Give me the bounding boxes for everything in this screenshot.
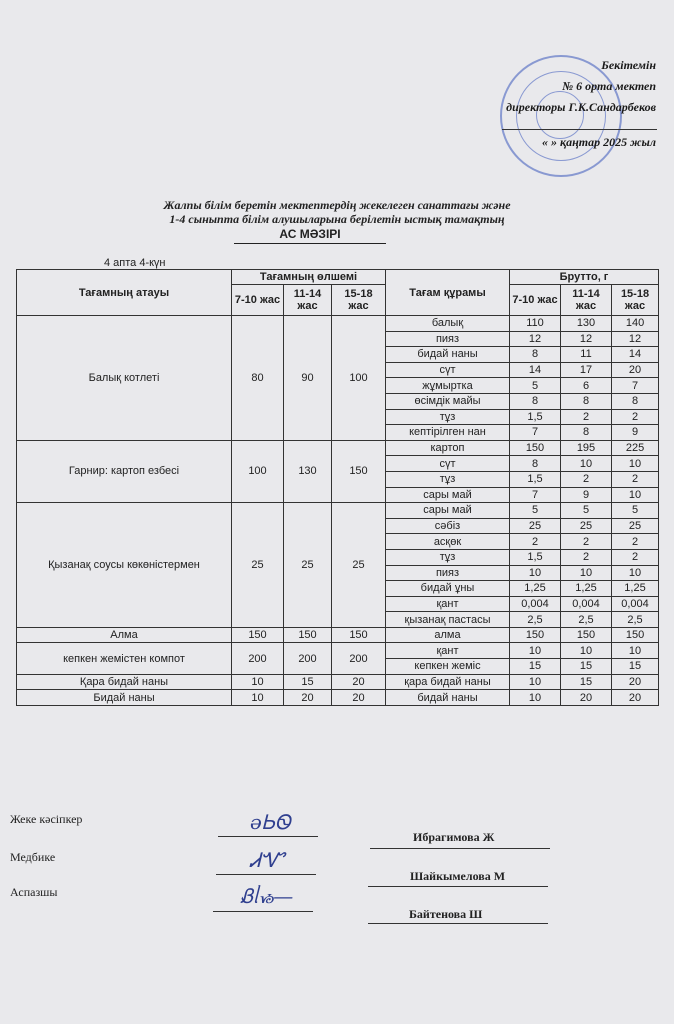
signature-name-cook: Байтенова Ш [409, 907, 483, 921]
ingredient-name-cell: жұмыртка [386, 378, 510, 394]
dish-name-cell: Бидай наны [17, 690, 232, 706]
portion-7-10-cell: 10 [232, 690, 284, 706]
gross-11-14-cell: 2 [561, 471, 612, 487]
ingredient-name-cell: сүт [386, 362, 510, 378]
dish-name-cell: кепкен жемістен компот [17, 643, 232, 674]
ingredient-name-cell: алма [386, 627, 510, 643]
table-row [17, 643, 659, 659]
gross-7-10-cell: 15 [510, 659, 561, 675]
approval-line-1: Бекітемін [601, 58, 656, 72]
table-row [17, 627, 659, 643]
gross-15-18-cell: 20 [612, 690, 659, 706]
gross-11-14-cell: 1,25 [561, 581, 612, 597]
header-portion-age-15-18: 15-18 жас [332, 285, 386, 316]
portion-15-18-cell: 100 [332, 316, 386, 441]
gross-15-18-cell: 2 [612, 409, 659, 425]
gross-11-14-cell: 0,004 [561, 596, 612, 612]
gross-11-14-cell: 195 [561, 440, 612, 456]
signature-line-entrepreneur [218, 836, 318, 837]
gross-7-10-cell: 110 [510, 316, 561, 332]
gross-7-10-cell: 150 [510, 627, 561, 643]
signature-role-cook: Аспазшы [10, 885, 58, 899]
signature-scribble-nurse: ᏗᏉ [250, 848, 285, 872]
signature-role-nurse: Медбике [10, 850, 56, 864]
signature-name-nurse: Шайкымелова М [410, 869, 506, 883]
name-line-entrepreneur [370, 848, 550, 849]
ingredient-name-cell: пияз [386, 331, 510, 347]
header-portion-size: Тағамның өлшемі [232, 270, 386, 285]
gross-11-14-cell: 2 [561, 534, 612, 550]
ingredient-name-cell: тұз [386, 549, 510, 565]
approval-block [456, 55, 656, 153]
signature-role-entrepreneur: Жеке кәсіпкер [10, 812, 83, 826]
table-row [17, 440, 659, 456]
gross-15-18-cell: 15 [612, 659, 659, 675]
gross-15-18-cell: 25 [612, 518, 659, 534]
gross-11-14-cell: 10 [561, 643, 612, 659]
portion-11-14-cell: 20 [284, 690, 332, 706]
gross-11-14-cell: 150 [561, 627, 612, 643]
gross-7-10-cell: 8 [510, 393, 561, 409]
ingredient-name-cell: тұз [386, 409, 510, 425]
portion-15-18-cell: 150 [332, 440, 386, 502]
table-row [17, 316, 659, 332]
ingredient-name-cell: кептірілген нан [386, 425, 510, 441]
gross-7-10-cell: 5 [510, 378, 561, 394]
dish-name-cell: Балық котлеті [17, 316, 232, 441]
name-line-nurse [368, 886, 548, 887]
signature-scribble-entrepreneur: ǝᏏᏫ [250, 810, 291, 834]
name-line-cook [368, 923, 548, 924]
gross-7-10-cell: 10 [510, 674, 561, 690]
header-gross-age-15-18: 15-18 жас [612, 285, 659, 316]
header-gross: Брутто, г [510, 270, 659, 285]
gross-7-10-cell: 8 [510, 456, 561, 472]
gross-11-14-cell: 20 [561, 690, 612, 706]
portion-11-14-cell: 25 [284, 503, 332, 628]
header-portion-age-7-10: 7-10 жас [232, 285, 284, 316]
portion-11-14-cell: 130 [284, 440, 332, 502]
ingredient-name-cell: бидай ұны [386, 581, 510, 597]
gross-7-10-cell: 25 [510, 518, 561, 534]
gross-7-10-cell: 1,5 [510, 549, 561, 565]
gross-15-18-cell: 7 [612, 378, 659, 394]
portion-7-10-cell: 10 [232, 674, 284, 690]
gross-15-18-cell: 8 [612, 393, 659, 409]
header-composition: Тағам құрамы [386, 270, 510, 316]
menu-title: АС МӘЗІРІ [234, 227, 386, 244]
gross-11-14-cell: 6 [561, 378, 612, 394]
header-portion-age-11-14: 11-14 жас [284, 285, 332, 316]
gross-11-14-cell: 2,5 [561, 612, 612, 628]
gross-11-14-cell: 12 [561, 331, 612, 347]
gross-15-18-cell: 10 [612, 456, 659, 472]
gross-7-10-cell: 8 [510, 347, 561, 363]
ingredient-name-cell: өсімдік майы [386, 393, 510, 409]
gross-15-18-cell: 225 [612, 440, 659, 456]
ingredient-name-cell: сәбіз [386, 518, 510, 534]
table-row [17, 674, 659, 690]
gross-15-18-cell: 14 [612, 347, 659, 363]
portion-11-14-cell: 15 [284, 674, 332, 690]
ingredient-name-cell: тұз [386, 471, 510, 487]
portion-7-10-cell: 100 [232, 440, 284, 502]
table-row [17, 503, 659, 519]
gross-11-14-cell: 2 [561, 549, 612, 565]
header-dish-name: Тағамның атауы [17, 270, 232, 316]
gross-15-18-cell: 12 [612, 331, 659, 347]
gross-15-18-cell: 5 [612, 503, 659, 519]
gross-15-18-cell: 0,004 [612, 596, 659, 612]
ingredient-name-cell: сары май [386, 487, 510, 503]
gross-15-18-cell: 20 [612, 674, 659, 690]
gross-15-18-cell: 140 [612, 316, 659, 332]
gross-7-10-cell: 10 [510, 565, 561, 581]
ingredient-name-cell: пияз [386, 565, 510, 581]
gross-15-18-cell: 2 [612, 534, 659, 550]
portion-11-14-cell: 150 [284, 627, 332, 643]
gross-11-14-cell: 5 [561, 503, 612, 519]
gross-11-14-cell: 17 [561, 362, 612, 378]
signature-line-cook [213, 911, 313, 912]
gross-7-10-cell: 2 [510, 534, 561, 550]
dish-name-cell: Гарнир: картоп езбесі [17, 440, 232, 502]
portion-15-18-cell: 25 [332, 503, 386, 628]
gross-11-14-cell: 15 [561, 674, 612, 690]
approval-line-3: директоры Г.К.Сандарбеков [506, 100, 656, 114]
gross-11-14-cell: 8 [561, 425, 612, 441]
gross-11-14-cell: 25 [561, 518, 612, 534]
portion-11-14-cell: 90 [284, 316, 332, 441]
portion-7-10-cell: 200 [232, 643, 284, 674]
dish-name-cell: Алма [17, 627, 232, 643]
gross-7-10-cell: 14 [510, 362, 561, 378]
portion-15-18-cell: 20 [332, 690, 386, 706]
heading-line-1: Жалпы білім беретін мектептердің жекелеген санаттағы және [163, 198, 511, 212]
gross-7-10-cell: 7 [510, 487, 561, 503]
gross-15-18-cell: 10 [612, 565, 659, 581]
ingredient-name-cell: сары май [386, 503, 510, 519]
portion-7-10-cell: 150 [232, 627, 284, 643]
gross-11-14-cell: 10 [561, 456, 612, 472]
ingredient-name-cell: бидай наны [386, 690, 510, 706]
header-gross-age-11-14: 11-14 жас [561, 285, 612, 316]
ingredient-name-cell: қара бидай наны [386, 674, 510, 690]
gross-11-14-cell: 9 [561, 487, 612, 503]
ingredient-name-cell: кепкен жеміс [386, 659, 510, 675]
gross-11-14-cell: 8 [561, 393, 612, 409]
gross-15-18-cell: 10 [612, 643, 659, 659]
gross-15-18-cell: 20 [612, 362, 659, 378]
approval-signature-line [502, 129, 657, 130]
gross-15-18-cell: 2 [612, 549, 659, 565]
portion-7-10-cell: 80 [232, 316, 284, 441]
gross-11-14-cell: 11 [561, 347, 612, 363]
signature-line-nurse [216, 874, 316, 875]
gross-15-18-cell: 9 [612, 425, 659, 441]
ingredient-name-cell: қызанақ пастасы [386, 612, 510, 628]
dish-name-cell: Қара бидай наны [17, 674, 232, 690]
dish-name-cell: Қызанақ соусы көкөністермен [17, 503, 232, 628]
gross-15-18-cell: 10 [612, 487, 659, 503]
ingredient-name-cell: сүт [386, 456, 510, 472]
gross-11-14-cell: 130 [561, 316, 612, 332]
gross-7-10-cell: 10 [510, 643, 561, 659]
ingredient-name-cell: картоп [386, 440, 510, 456]
gross-7-10-cell: 150 [510, 440, 561, 456]
week-day-label: 4 апта 4-күн [104, 257, 166, 269]
gross-7-10-cell: 12 [510, 331, 561, 347]
heading-line-2: 1-4 сыныпта білім алушыларына берілетін ыстық тамақтың [169, 212, 505, 226]
ingredient-name-cell: балық [386, 316, 510, 332]
gross-11-14-cell: 2 [561, 409, 612, 425]
portion-15-18-cell: 200 [332, 643, 386, 674]
portion-15-18-cell: 150 [332, 627, 386, 643]
gross-7-10-cell: 7 [510, 425, 561, 441]
gross-7-10-cell: 1,25 [510, 581, 561, 597]
gross-7-10-cell: 10 [510, 690, 561, 706]
gross-7-10-cell: 5 [510, 503, 561, 519]
ingredient-name-cell: асқөк [386, 534, 510, 550]
gross-7-10-cell: 2,5 [510, 612, 561, 628]
gross-11-14-cell: 15 [561, 659, 612, 675]
gross-15-18-cell: 2 [612, 471, 659, 487]
gross-15-18-cell: 1,25 [612, 581, 659, 597]
gross-11-14-cell: 10 [561, 565, 612, 581]
signature-name-entrepreneur: Ибрагимова Ж [413, 830, 495, 844]
table-row [17, 690, 659, 706]
approval-date: « » қаңтар 2025 жыл [542, 135, 656, 149]
portion-11-14-cell: 200 [284, 643, 332, 674]
menu-table [16, 269, 659, 706]
header-gross-age-7-10: 7-10 жас [510, 285, 561, 316]
gross-7-10-cell: 1,5 [510, 409, 561, 425]
gross-7-10-cell: 0,004 [510, 596, 561, 612]
gross-15-18-cell: 2,5 [612, 612, 659, 628]
menu-table-body [17, 316, 659, 706]
portion-15-18-cell: 20 [332, 674, 386, 690]
approval-line-2: № 6 орта мектеп [562, 79, 656, 93]
ingredient-name-cell: қант [386, 643, 510, 659]
ingredient-name-cell: бидай наны [386, 347, 510, 363]
signature-scribble-cook: Ᏸᥣᏹ— [240, 884, 294, 908]
portion-7-10-cell: 25 [232, 503, 284, 628]
gross-15-18-cell: 150 [612, 627, 659, 643]
gross-7-10-cell: 1,5 [510, 471, 561, 487]
ingredient-name-cell: қант [386, 596, 510, 612]
